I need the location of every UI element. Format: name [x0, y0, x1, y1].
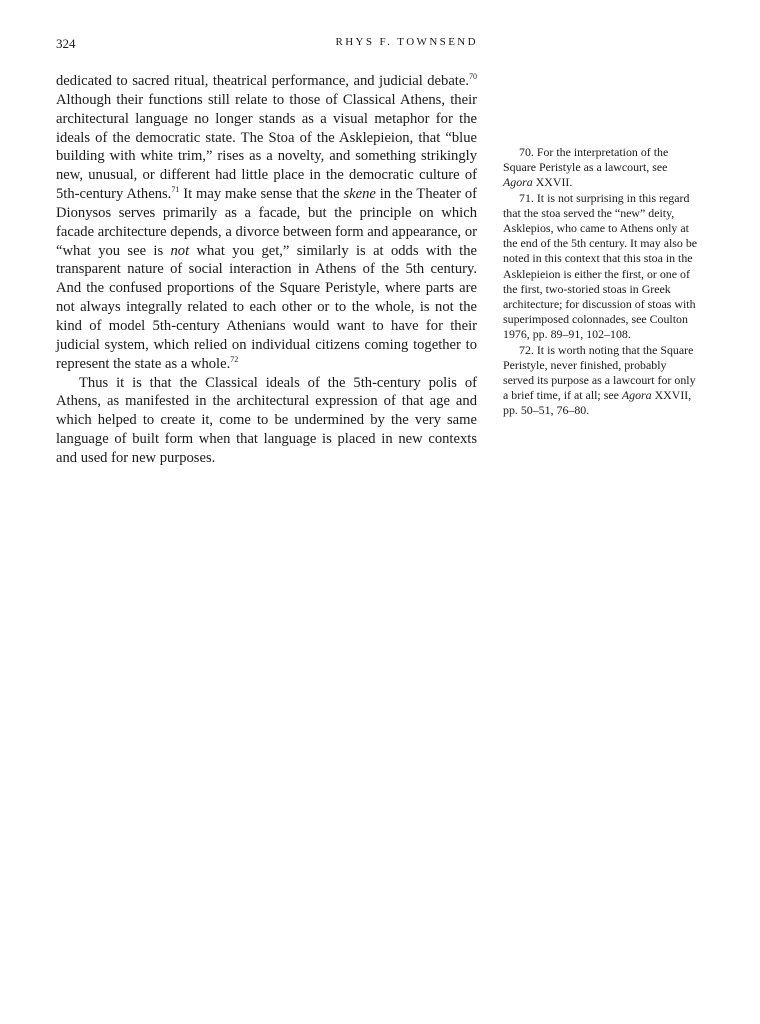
- body-text: dedicated to sacred ritual, theatrical performance, and judicial debate.: [56, 73, 469, 89]
- body-paragraph-1: [56, 72, 477, 374]
- footnote-71: 71. It is not surprising in this regard that the stoa served the “new” deity, Asklepios, who came to Athens only at the end of the 5th century. It may also be noted in this context that this stoa in the Asklepieion is either the first, or one of the first, two-storied stoas in Greek architecture; for discussion of stoas with superimposed colonnades, see Coulton 1976, pp. 89–91, 102–108.: [503, 190, 698, 342]
- body-text: Although their functions still relate to those of Classical Athens, their architectural language no longer stands as a visual metaphor for the ideals of the democratic state. The Stoa of the Asklepieion, that “blue building with white trim,” rises as a novelty, and something strikingly new, unusual, or different had little place in the democratic culture of 5th-century Athens.: [56, 91, 477, 203]
- page-number: 324: [56, 36, 76, 51]
- italic-term: skene: [343, 186, 376, 203]
- footnote-ref-72[interactable]: 72: [230, 354, 239, 364]
- running-head: RHYS F. TOWNSEND: [335, 36, 478, 48]
- body-paragraph-2: Thus it is that the Classical ideals of the 5th-century polis of Athens, as manifested in the architectural expression of that age and which helped to create it, come to be undermined by the very same language of built form when that language is placed in new contexts and used for new purposes.: [56, 374, 477, 466]
- footnote-text: XXVII.: [532, 175, 573, 190]
- footnote-ref-70[interactable]: 70: [469, 72, 477, 82]
- body-text: It may make sense that the: [179, 186, 344, 203]
- italic-title: Agora: [621, 388, 652, 403]
- footnote-70: [503, 145, 699, 191]
- footnote-text: 70. For the interpretation of the Square Peristyle as a lawcourt, see: [503, 145, 669, 175]
- footnotes-column: [503, 145, 699, 419]
- body-text: what you get,” similarly is at odds with the transparent nature of social interaction in Athens of the 5th century. And the confused proportions of the Square Peristyle, where parts are not always integrally related to each other or to the whole, is not the kind of model 5th-century Athenians would want to have for their judicial system, which relied on individual citizens coming together to represent the state as a whole.: [56, 242, 477, 372]
- body-text: in the Theater of Dionysos serves primarily as a facade, but the principle on which facade architecture depends, a divorce between form and appearance, or “what you see is: [56, 186, 477, 259]
- footnote-text: 72. It is worth noting that the Square Peristyle, never finished, probably served its purpose as a lawcourt for only a brief time, if at all; see: [503, 342, 696, 403]
- italic-emphasis: not: [170, 242, 190, 259]
- footnote-72: [503, 343, 699, 419]
- main-text-column: [56, 72, 477, 468]
- italic-title: Agora: [503, 175, 533, 190]
- footnote-text: XXVII, pp. 50–51, 76–80.: [503, 388, 692, 418]
- footnote-ref-71[interactable]: 71: [171, 185, 180, 195]
